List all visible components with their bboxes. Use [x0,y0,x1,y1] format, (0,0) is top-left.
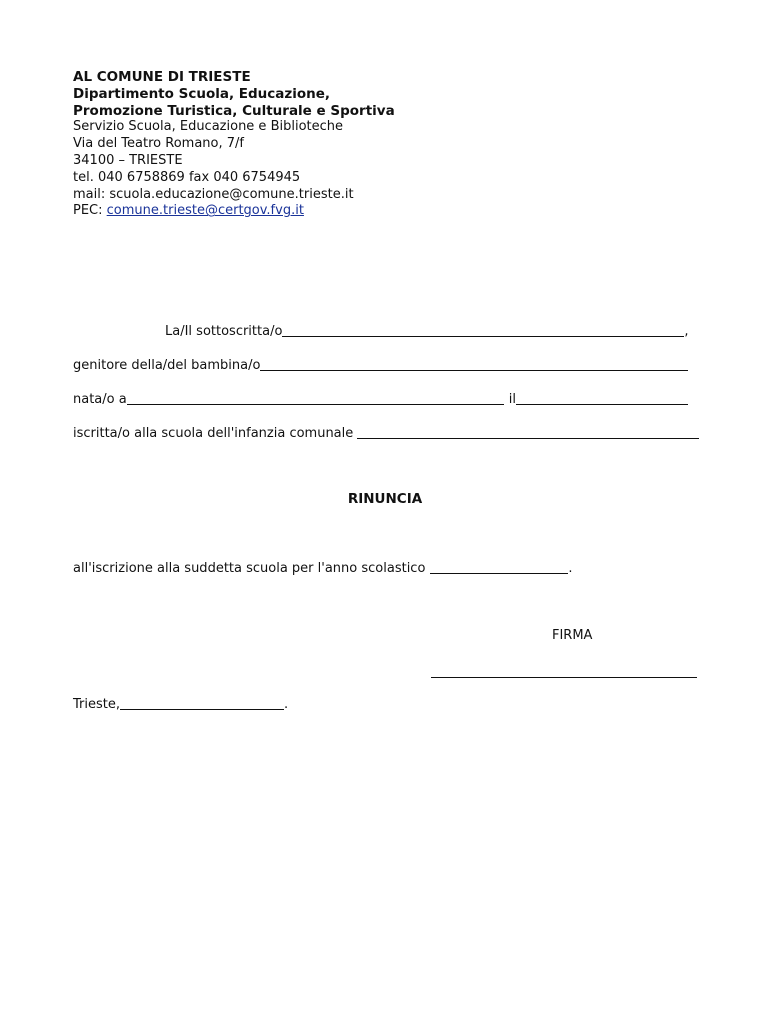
header-line-servizio: Servizio Scuola, Educazione e Biblioteche [73,119,344,135]
enrollment-end: . [568,561,573,576]
header-line-pec [73,203,493,220]
parent-row [73,358,688,373]
pec-label: PEC: [73,203,107,219]
enrolled-label: iscritta/o alla scuola dell'infanzia comunale [73,426,354,441]
recipient-header [73,69,493,220]
header-line-city: 34100 – TRIESTE [73,152,183,168]
header-line-phone: tel. 040 6758869 fax 040 6754945 [73,169,301,185]
enrolled-row [73,426,699,441]
enrollment-label: all'iscrizione alla suddetta scuola per l'anno scolastico [73,561,426,576]
undersigned-end: , [684,324,689,339]
document-title: RINUNCIA [347,491,423,507]
header-line-comune: AL COMUNE DI TRIESTE [73,69,251,85]
birthplace-field[interactable] [127,392,504,405]
place-end: . [284,697,289,712]
parent-label: genitore della/del bambina/o [73,358,261,373]
undersigned-name-field[interactable] [282,324,684,337]
pec-link[interactable]: comune.trieste@certgov.fvg.it [106,203,304,219]
header-line-promozione: Promozione Turistica, Culturale e Sportiva [73,102,395,119]
header-line-mail: mail: scuola.educazione@comune.trieste.it [73,186,354,202]
header-line-address: Via del Teatro Romano, 7/f [73,136,244,152]
place-date-row [73,697,288,712]
child-name-field[interactable] [260,358,688,371]
school-name-field[interactable] [357,426,699,439]
born-label: nata/o a [73,392,127,407]
birth-row [73,392,688,407]
signature-label: FIRMA [552,628,593,643]
enrollment-row [73,561,573,576]
place-label: Trieste, [73,697,120,712]
date-field[interactable] [120,697,284,710]
date-label: il [508,392,516,407]
signature-field[interactable] [431,677,697,678]
header-line-dipartimento: Dipartimento Scuola, Educazione, [73,85,331,102]
school-year-field[interactable] [430,561,568,574]
undersigned-label: La/Il sottoscritta/o [165,324,283,339]
undersigned-row [165,324,689,339]
birthdate-field[interactable] [516,392,688,405]
